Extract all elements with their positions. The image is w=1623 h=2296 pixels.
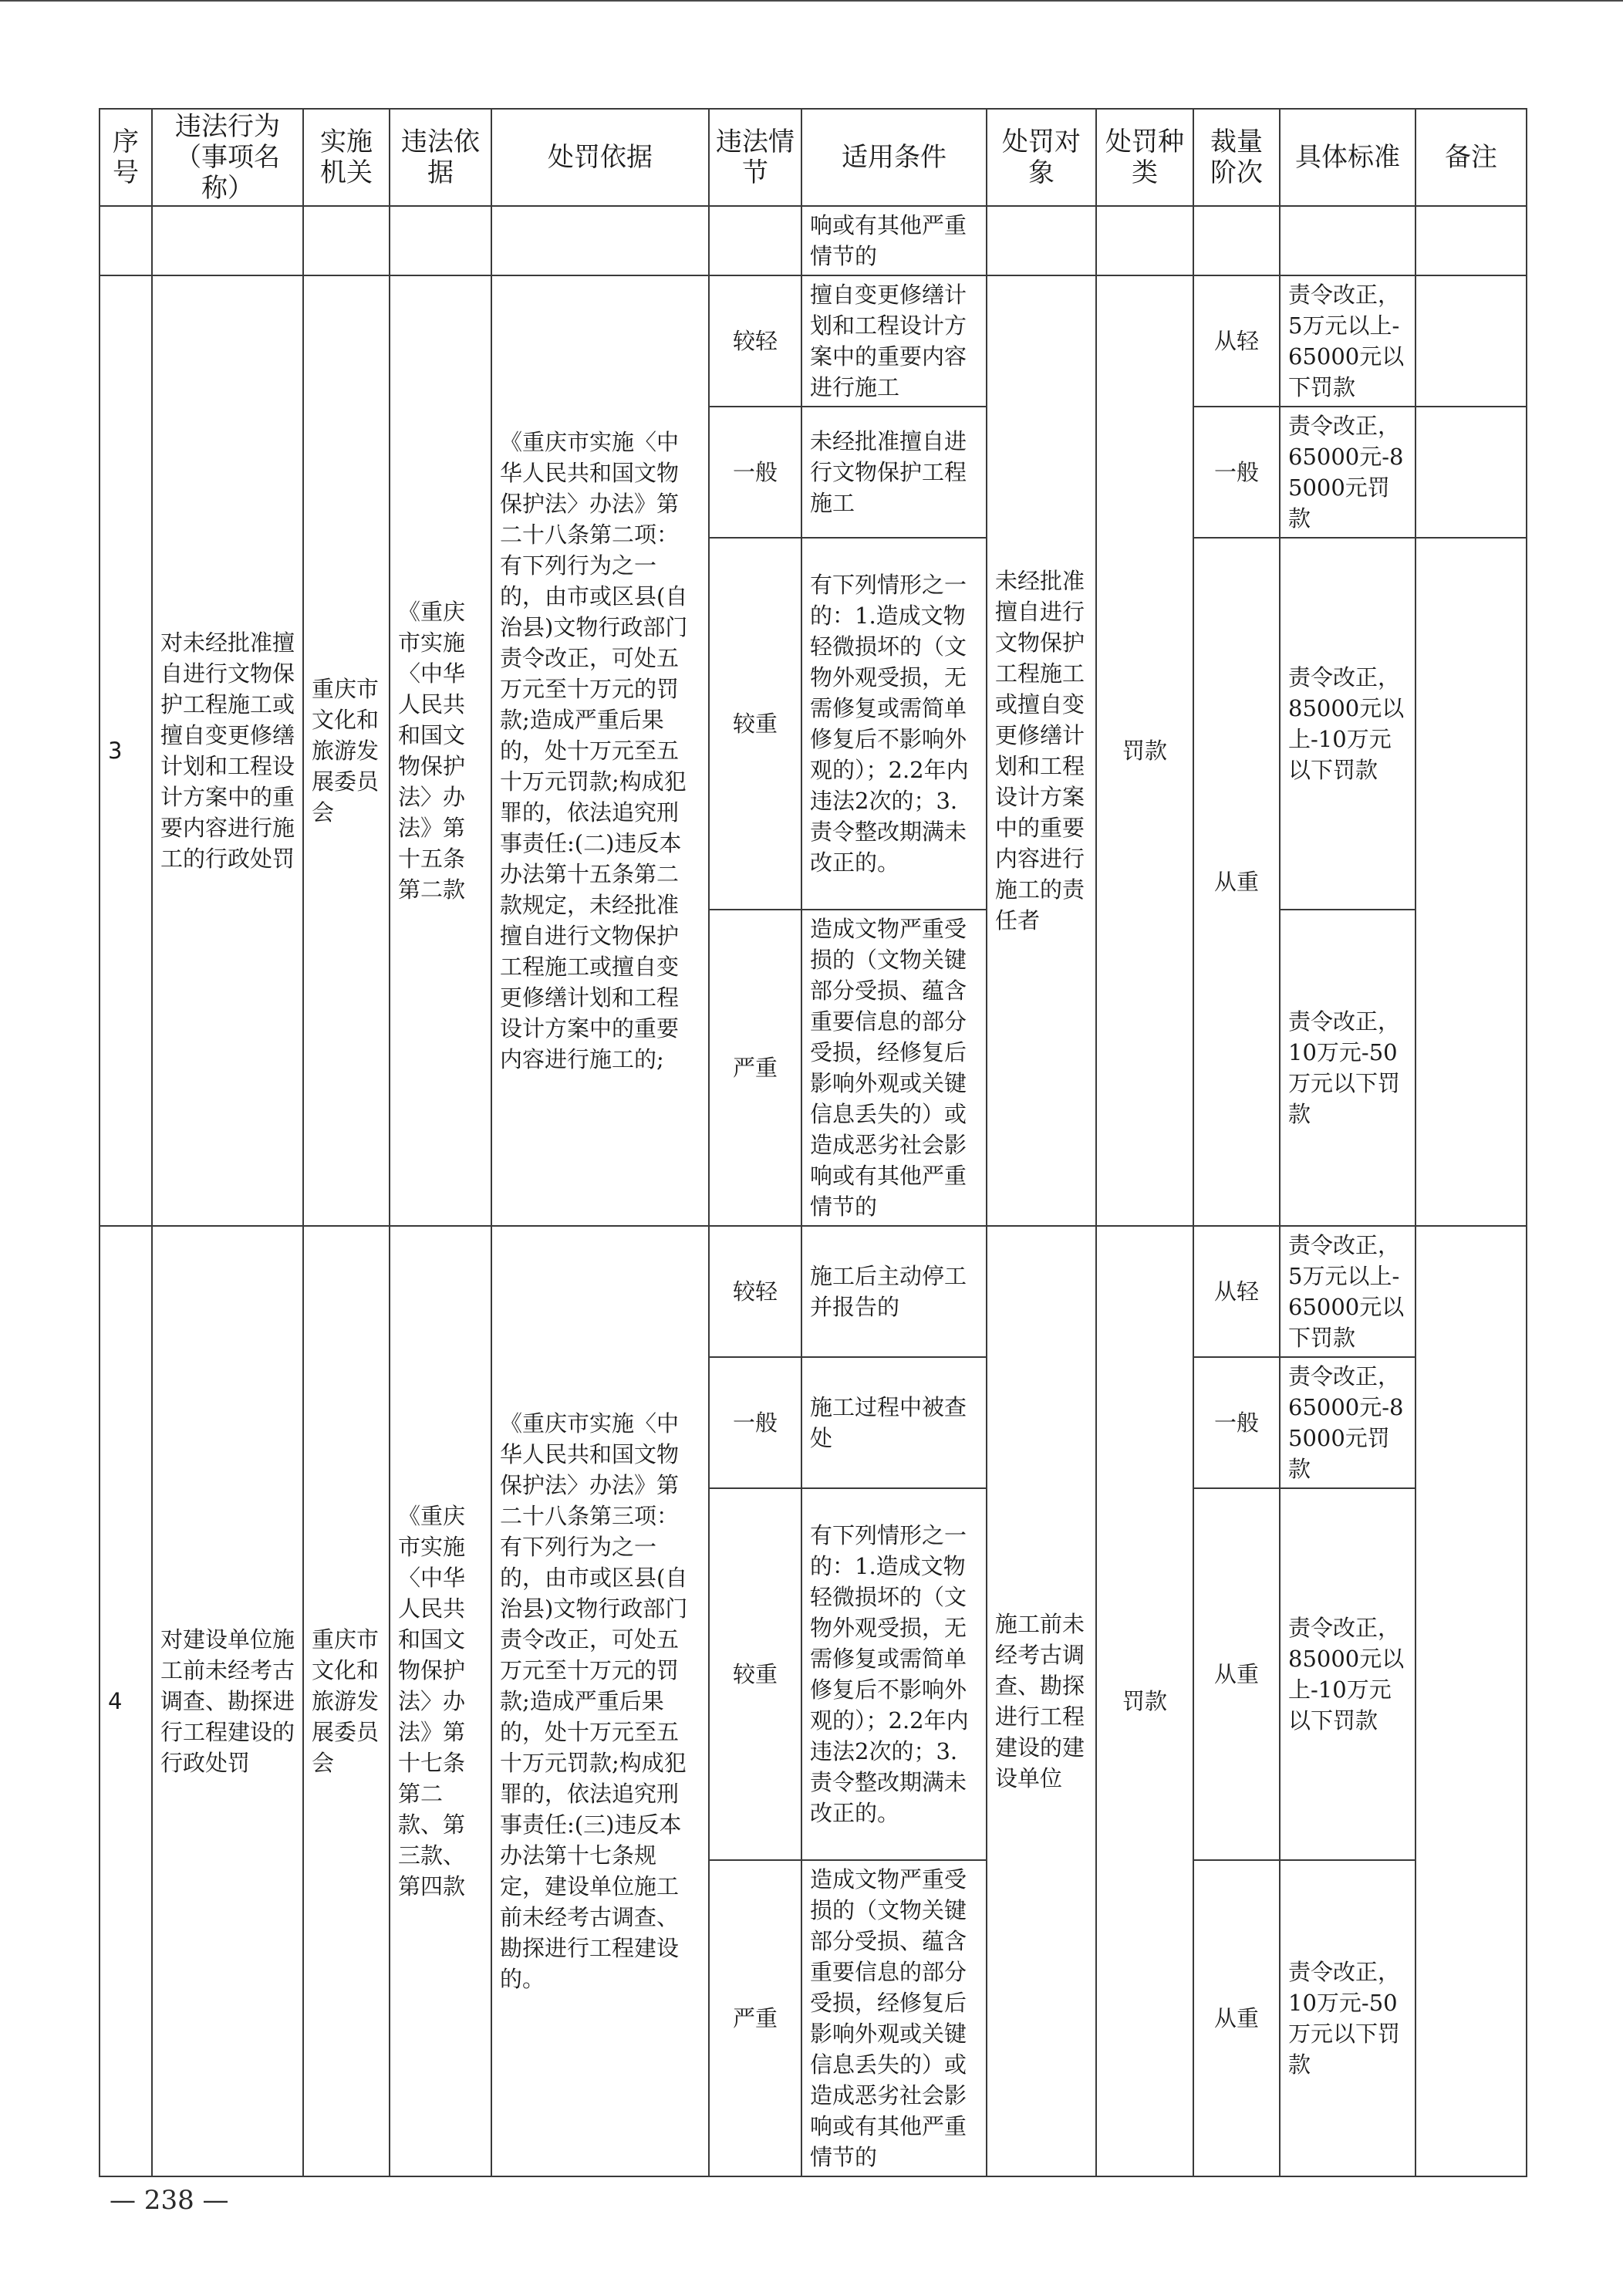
row-remarks (1415, 275, 1527, 407)
continuation-cell (1096, 206, 1193, 275)
continuation-cell (303, 206, 390, 275)
table-header-row (100, 109, 1527, 206)
continuation-cell (987, 206, 1096, 275)
row-condition: 有下列情形之一的：1.造成文物轻微损坏的（文物外观受损，无需修复或需简单修复后不影响外观的）；2.2年内违法2次的；3.责令整改期满未改正的。 (801, 1488, 987, 1860)
row-remarks (1415, 407, 1527, 538)
continuation-cell (1415, 206, 1527, 275)
row-level: 从重 (1193, 1860, 1280, 2176)
row-remarks (1415, 538, 1527, 1226)
header-condition: 适用条件 (801, 109, 987, 206)
top-border-line (0, 0, 1623, 2)
row-circumstance: 较轻 (709, 275, 801, 407)
row-standard: 责令改正，10万元-50万元以下罚款 (1280, 910, 1415, 1226)
row-standard: 责令改正，65000元-85000元罚款 (1280, 1357, 1415, 1488)
continuation-cell (709, 206, 801, 275)
row-violation: 对未经批准擅自进行文物保护工程施工或擅自变更修缮计划和工程设计方案中的重要内容进行施工的行政处罚 (152, 275, 303, 1226)
row-basis: 《重庆市实施〈中华人民共和国文物保护法〉办法》第十七条第二款、第三款、第四款 (390, 1226, 491, 2176)
continuation-condition: 响或有其他严重情节的 (801, 206, 987, 275)
row-penalty-type: 罚款 (1096, 1226, 1193, 2176)
row-circumstance: 较重 (709, 1488, 801, 1860)
row-penalty-basis: 《重庆市实施〈中华人民共和国文物保护法〉办法》第二十八条第三项：有下列行为之一的，由市或区县(自治县)文物行政部门责令改正，可处五万元至十万元的罚款;造成严重后果的，处十万元至五十万元罚款;构成犯罪的，依法追究刑事责任:(三)违反本办法第十七条规定，建设单位施工前未经考古调查、勘探进行工程建设的。 (491, 1226, 709, 2176)
row-condition: 施工后主动停工并报告的 (801, 1226, 987, 1357)
row-target: 施工前未经考古调查、勘探进行工程建设的建设单位 (987, 1226, 1096, 2176)
row-condition: 造成文物严重受损的（文物关键部分受损、蕴含重要信息的部分受损，经修复后影响外观或关键信息丢失的）或造成恶劣社会影响或有其他严重情节的 (801, 910, 987, 1226)
page-number: — 238 — (110, 2185, 229, 2216)
row-level: 从轻 (1193, 1226, 1280, 1357)
continuation-cell (390, 206, 491, 275)
continuation-cell (152, 206, 303, 275)
row-standard: 责令改正，85000元以上-10万元以下罚款 (1280, 1488, 1415, 1860)
row-circumstance: 一般 (709, 407, 801, 538)
row-condition: 未经批准擅自进行文物保护工程施工 (801, 407, 987, 538)
table-row (100, 275, 1527, 407)
row-circumstance: 严重 (709, 910, 801, 1226)
header-violation: 违法行为（事项名称） (152, 109, 303, 206)
header-standard: 具体标准 (1280, 109, 1415, 206)
header-type: 处罚种类 (1096, 109, 1193, 206)
header-level: 裁量阶次 (1193, 109, 1280, 206)
header-penalty-basis: 处罚依据 (491, 109, 709, 206)
row-penalty-basis: 《重庆市实施〈中华人民共和国文物保护法〉办法》第二十八条第二项：有下列行为之一的，由市或区县(自治县)文物行政部门责令改正，可处五万元至十万元的罚款;造成严重后果的，处十万元至五十万元罚款;构成犯罪的，依法追究刑事责任:(二)违反本办法第十五条第二款规定，未经批准擅自进行文物保护工程施工或擅自变更修缮计划和工程设计方案中的重要内容进行施工的; (491, 275, 709, 1226)
header-target: 处罚对象 (987, 109, 1096, 206)
row-level: 一般 (1193, 407, 1280, 538)
header-basis: 违法依据 (390, 109, 491, 206)
row-penalty-type: 罚款 (1096, 275, 1193, 1226)
continuation-cell (1193, 206, 1280, 275)
row-standard: 责令改正，5万元以上-65000元以下罚款 (1280, 275, 1415, 407)
header-seq: 序号 (100, 109, 152, 206)
row-level: 从重 (1193, 1488, 1280, 1860)
row-agency: 重庆市文化和旅游发展委员会 (303, 275, 390, 1226)
row-circumstance: 一般 (709, 1357, 801, 1488)
row-standard: 责令改正，5万元以上-65000元以下罚款 (1280, 1226, 1415, 1357)
row-condition: 造成文物严重受损的（文物关键部分受损、蕴含重要信息的部分受损，经修复后影响外观或关键信息丢失的）或造成恶劣社会影响或有其他严重情节的 (801, 1860, 987, 2176)
header-circumstance: 违法情节 (709, 109, 801, 206)
continuation-cell (491, 206, 709, 275)
row-level: 从轻 (1193, 275, 1280, 407)
penalty-standard-table (99, 108, 1527, 2177)
row-circumstance: 较轻 (709, 1226, 801, 1357)
row-seq: 4 (100, 1226, 152, 2176)
header-remarks: 备注 (1415, 109, 1527, 206)
row-seq: 3 (100, 275, 152, 1226)
continuation-cell (1280, 206, 1415, 275)
row-standard: 责令改正，85000元以上-10万元以下罚款 (1280, 538, 1415, 910)
row-violation: 对建设单位施工前未经考古调查、勘探进行工程建设的行政处罚 (152, 1226, 303, 2176)
row-level: 从重 (1193, 538, 1280, 1226)
row-remarks (1415, 1226, 1527, 2176)
row-condition: 擅自变更修缮计划和工程设计方案中的重要内容进行施工 (801, 275, 987, 407)
header-agency: 实施机关 (303, 109, 390, 206)
continuation-cell (100, 206, 152, 275)
row-circumstance: 严重 (709, 1860, 801, 2176)
row-circumstance: 较重 (709, 538, 801, 910)
row-agency: 重庆市文化和旅游发展委员会 (303, 1226, 390, 2176)
row-level: 一般 (1193, 1357, 1280, 1488)
row-basis: 《重庆市实施〈中华人民共和国文物保护法〉办法》第十五条第二款 (390, 275, 491, 1226)
row-target: 未经批准擅自进行文物保护工程施工或擅自变更修缮计划和工程设计方案中的重要内容进行施工的责任者 (987, 275, 1096, 1226)
table-row (100, 1226, 1527, 1357)
continuation-row (100, 206, 1527, 275)
row-standard: 责令改正，10万元-50万元以下罚款 (1280, 1860, 1415, 2176)
row-condition: 施工过程中被查处 (801, 1357, 987, 1488)
row-condition: 有下列情形之一的：1.造成文物轻微损坏的（文物外观受损，无需修复或需简单修复后不影响外观的）；2.2年内违法2次的；3.责令整改期满未改正的。 (801, 538, 987, 910)
row-standard: 责令改正，65000元-85000元罚款 (1280, 407, 1415, 538)
